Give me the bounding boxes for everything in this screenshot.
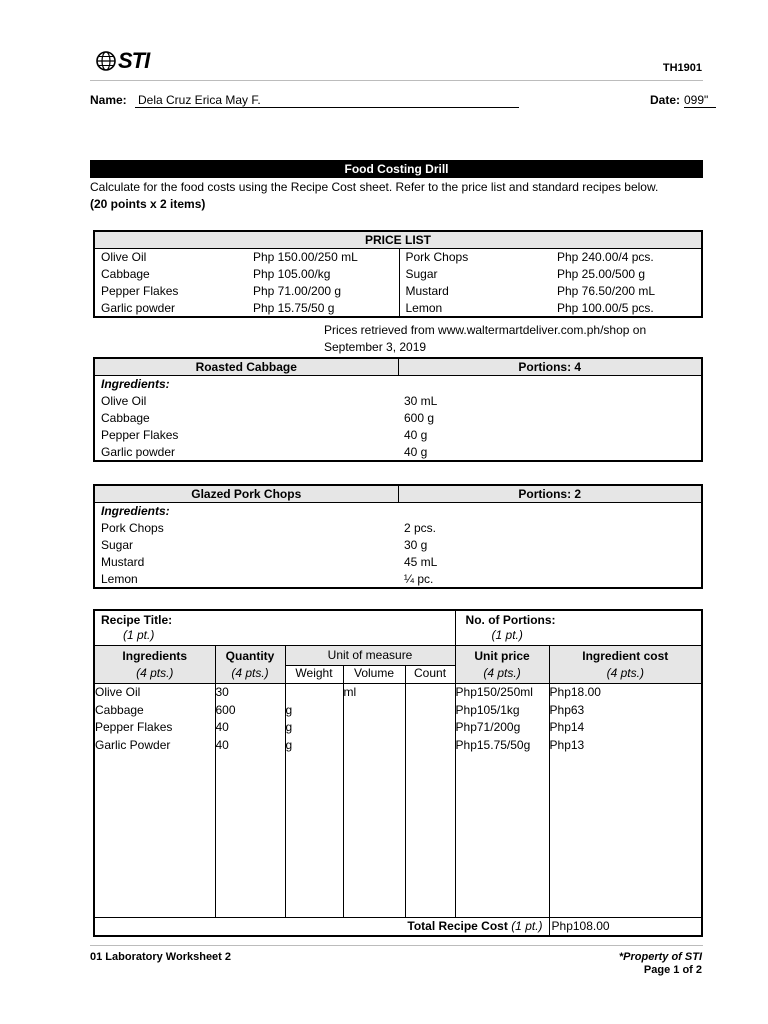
ingredient-amount: ¼ pc. [404,571,434,586]
col-quantity [215,646,285,684]
col-unit-price [455,646,549,684]
price-value: Php 105.00/kg [253,267,331,281]
logo-text: STI [118,48,150,73]
price-value: Php 150.00/250 mL [253,250,358,265]
cost-quantity: 600 [215,702,236,717]
price-source [324,322,704,356]
cost-quantity: 40 [215,737,229,752]
price-item: Mustard [399,283,551,300]
price-value: Php 15.75/50 g [253,300,335,315]
cost-count [406,737,455,755]
ingredient-amount: 30 g [404,538,428,552]
price-source-line1: Prices retrieved from www.waltermartdeliver.com.ph/shop on [324,323,647,337]
name-date-row [90,93,709,109]
recipe-cost-sheet [93,609,703,937]
col-unit-of-measure: Unit of measure [285,646,455,666]
ingredient-name: Pepper Flakes [101,428,179,442]
ingredients-column [94,684,215,918]
price-value: Php 240.00/4 pcs. [557,250,654,265]
ingredient-amount: 40 g [404,444,428,459]
col-unit-price-label: Unit price [474,649,530,663]
table-row [94,554,702,571]
cost-count [406,719,455,737]
instructions-text: Calculate for the food costs using the Recipe Cost sheet. Refer to the price list and standard recipes below. [90,180,659,194]
col-weight: Weight [285,666,343,684]
price-item: Pepper Flakes [101,284,179,298]
price-item: Olive Oil [101,250,147,265]
name-field: Dela Cruz Erica May F. [135,93,519,108]
ingredient-cost-column [549,684,702,918]
col-ingredients-points: (4 pts.) [136,666,174,680]
price-list-table [93,230,703,318]
footer-worksheet: 01 Laboratory Worksheet 2 [90,951,232,963]
ingredient-name: Lemon [101,571,138,586]
col-volume: Volume [343,666,405,684]
price-value: Php 76.50/200 mL [557,284,656,298]
date-field: 099" [684,93,716,108]
document-code: TH1901 [662,62,702,74]
table-row [94,266,702,283]
cost-weight: g [285,702,293,717]
globe-icon [96,51,116,71]
recipe-title-points: (1 pt.) [123,628,155,642]
table-row [94,410,702,427]
total-recipe-cost: Php108.00 [549,918,702,937]
cost-weight: g [285,720,293,734]
col-quantity-points: (4 pts.) [231,666,269,680]
table-row [94,427,702,444]
table-row [94,249,702,266]
ingredient-amount: 600 g [404,411,435,425]
price-value: Php 100.00/5 pcs. [557,300,654,315]
cost-volume: ml [343,685,357,699]
portions-points: (1 pt.) [491,628,523,642]
recipe-name: Roasted Cabbage [94,358,398,376]
total-label: Total Recipe Cost [407,919,508,933]
price-source-line2: September 3, 2019 [324,340,427,354]
price-item: Pork Chops [399,249,551,266]
price-item: Cabbage [101,267,150,281]
table-row [94,520,702,537]
ingredients-label: Ingredients: [101,504,170,519]
cost-count [406,684,455,702]
price-value: Php 71.00/200 g [253,284,342,298]
points-text: (20 points x 2 items) [90,197,206,211]
volume-column [343,684,405,918]
cost-unit-price: Php105/1kg [455,702,520,717]
ingredient-amount: 40 g [404,428,428,442]
footer-property: *Property of STI [618,951,702,963]
ingredient-name: Cabbage [101,411,150,425]
recipe-title-label: Recipe Title: [101,613,173,627]
col-unit-price-points: (4 pts.) [483,666,521,680]
cost-value: Php18.00 [549,685,601,699]
table-row [94,444,702,461]
portions-cell [455,610,702,646]
cost-ingredient: Olive Oil [95,685,141,699]
table-row [94,283,702,300]
unit-price-column [455,684,549,918]
col-count: Count [405,666,455,684]
cost-unit-price: Php71/200g [455,720,521,734]
recipe-title-cell [94,610,455,646]
table-row [94,300,702,317]
total-points: (1 pt.) [511,919,543,933]
price-item: Garlic powder [101,300,176,315]
ingredient-name: Sugar [101,538,134,552]
cost-weight: g [285,737,293,752]
quantity-column [215,684,285,918]
col-ingredients-label: Ingredients [122,649,188,663]
cost-quantity: 40 [215,720,229,734]
ingredient-name: Olive Oil [101,394,147,408]
cost-unit-price: Php15.75/50g [455,737,531,752]
footer-page: Page 1 of 2 [643,964,702,976]
table-row [94,571,702,588]
ingredients-label: Ingredients: [101,377,170,392]
recipe-portions: Portions: 2 [398,485,702,503]
date-label: Date: [650,93,681,107]
sti-logo [96,48,149,74]
ingredient-amount: 30 mL [404,394,438,408]
cost-ingredient: Garlic Powder [95,737,171,752]
col-ingredient-cost-points: (4 pts.) [606,666,644,680]
ingredient-name: Pork Chops [101,521,164,535]
recipe-name: Glazed Pork Chops [94,485,398,503]
cost-count [406,702,455,720]
price-item: Lemon [399,300,551,317]
total-label-cell [94,918,549,937]
header-divider [90,80,703,81]
cost-ingredient: Pepper Flakes [95,720,173,734]
cost-volume [344,719,405,737]
drill-title: Food Costing Drill [90,160,703,178]
ingredient-amount: 2 pcs. [404,521,437,535]
cost-volume [344,702,405,720]
cost-value: Php63 [549,702,585,717]
ingredient-name: Mustard [101,555,145,569]
weight-column [285,684,343,918]
col-ingredient-cost [549,646,702,684]
cost-unit-price: Php150/250ml [455,685,533,699]
col-ingredients [94,646,215,684]
table-row [94,537,702,554]
cost-volume [344,737,405,755]
table-row [94,393,702,410]
instructions [90,179,703,213]
cost-value: Php14 [549,720,585,734]
cost-quantity: 30 [215,685,229,699]
cost-ingredient: Cabbage [95,702,144,717]
cost-value: Php13 [549,737,585,752]
footer-divider [90,945,703,946]
cost-weight [286,684,343,702]
col-ingredient-cost-label: Ingredient cost [582,649,669,663]
price-list-title: PRICE LIST [94,231,702,249]
recipe-roasted-cabbage [93,357,703,462]
price-item: Sugar [399,266,551,283]
ingredient-amount: 45 mL [404,555,438,569]
count-column [405,684,455,918]
ingredient-name: Garlic powder [101,444,176,459]
col-quantity-label: Quantity [225,649,275,663]
price-value: Php 25.00/500 g [557,267,646,281]
portions-label: No. of Portions: [465,613,556,627]
recipe-portions: Portions: 4 [398,358,702,376]
recipe-glazed-pork-chops [93,484,703,589]
name-label: Name: [90,93,127,107]
